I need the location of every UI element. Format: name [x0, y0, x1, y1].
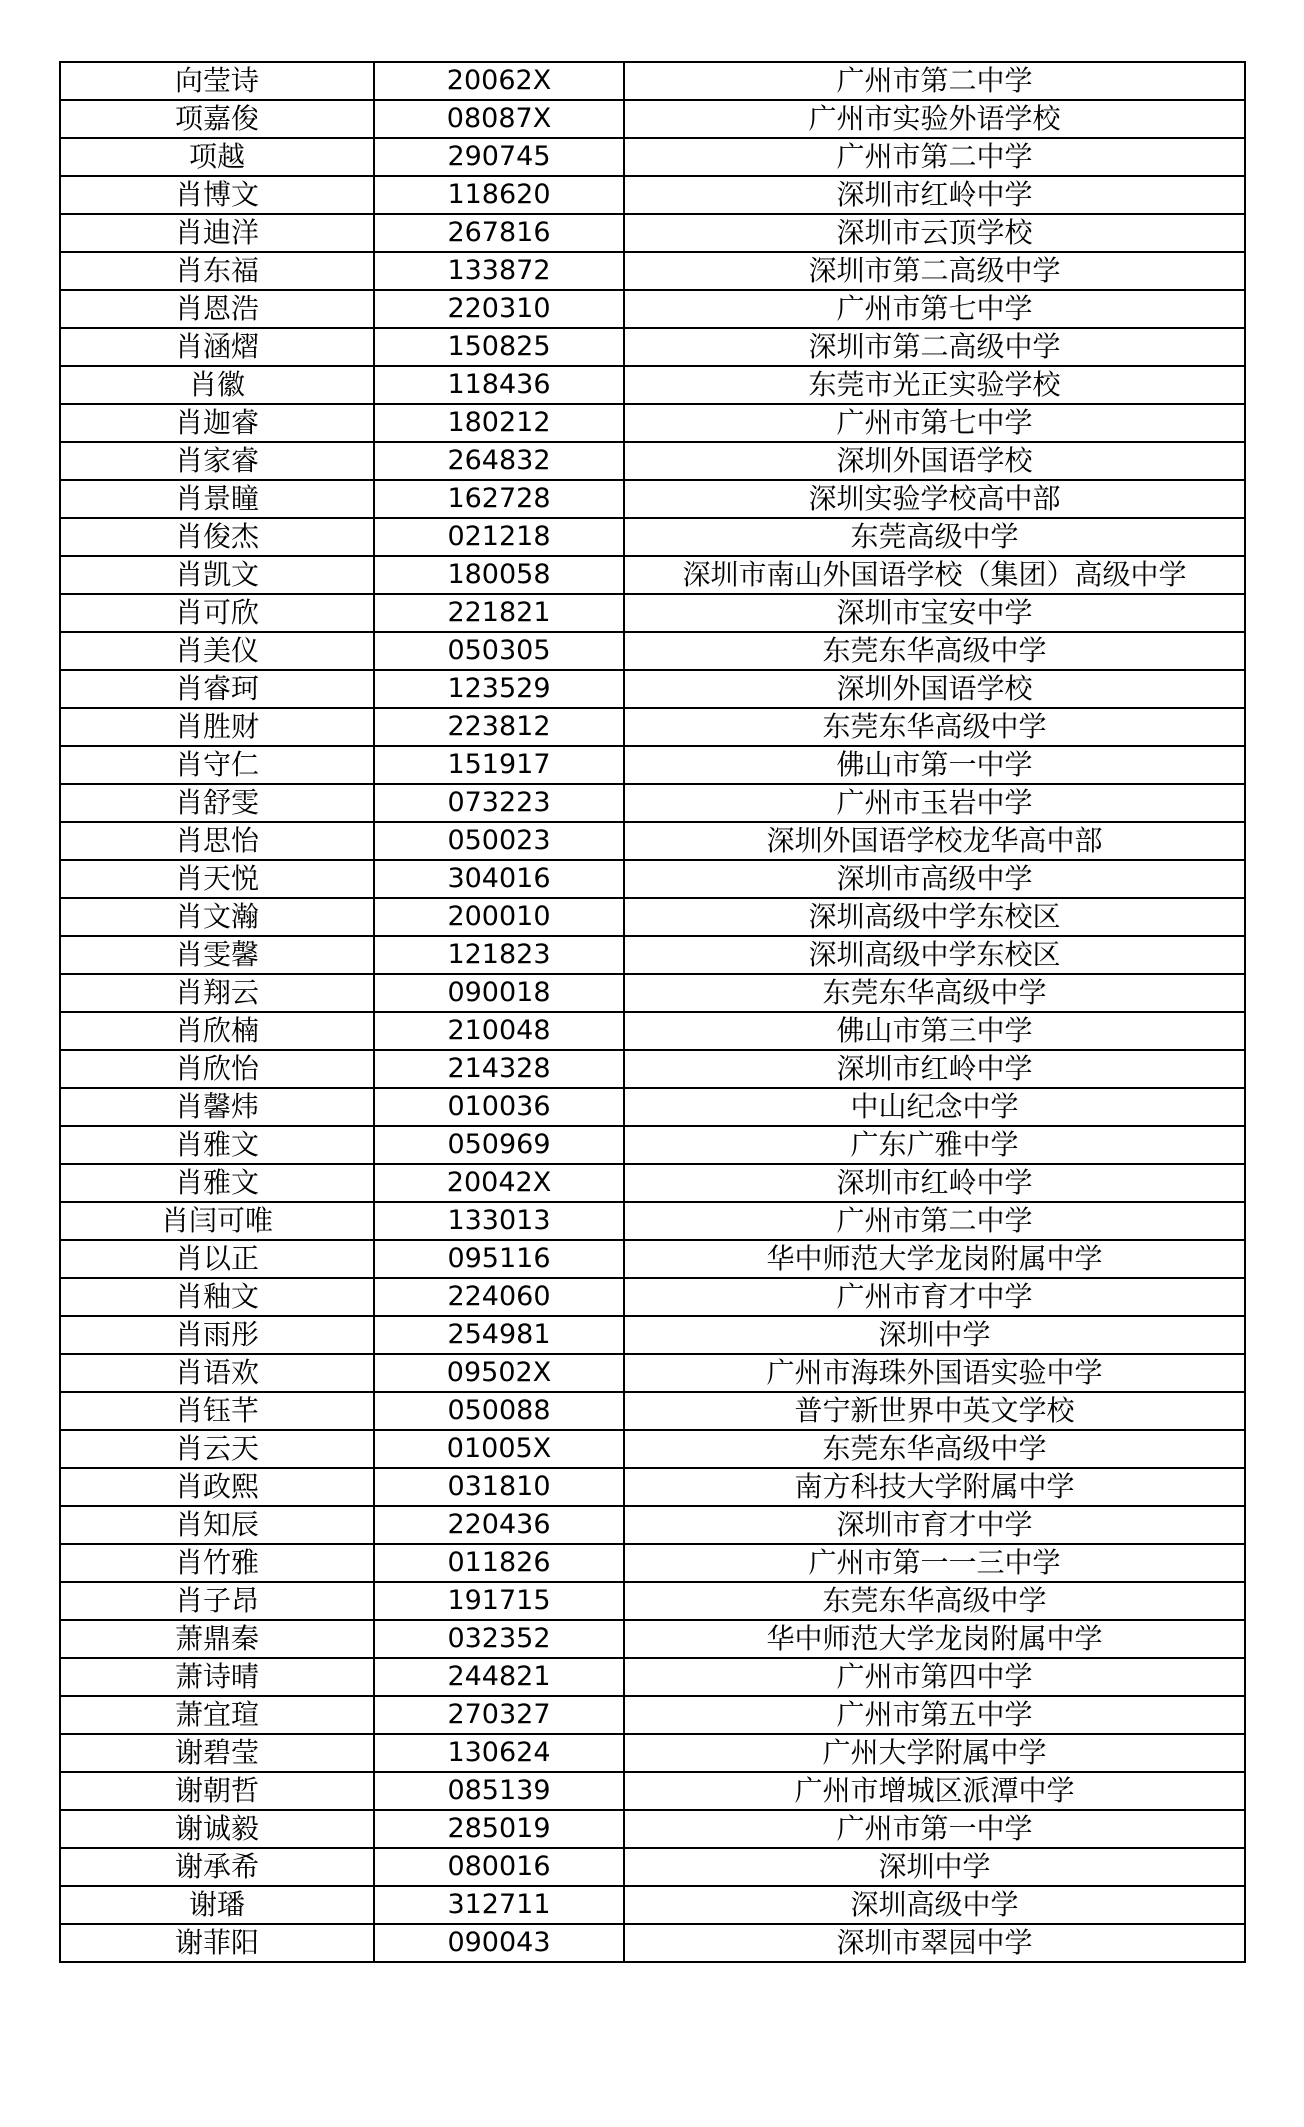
student-name-cell: 项越 — [60, 138, 374, 176]
student-id-cell: 032352 — [374, 1620, 624, 1658]
student-name-cell: 谢朝哲 — [60, 1772, 374, 1810]
student-name-cell: 肖竹雅 — [60, 1544, 374, 1582]
student-name-cell: 肖天悦 — [60, 860, 374, 898]
student-name-cell: 肖雅文 — [60, 1126, 374, 1164]
school-cell: 南方科技大学附属中学 — [624, 1468, 1245, 1506]
table-row — [60, 1582, 1245, 1620]
table-row — [60, 936, 1245, 974]
student-name-cell: 肖以正 — [60, 1240, 374, 1278]
school-cell: 广州市第二中学 — [624, 138, 1245, 176]
table-row — [60, 1354, 1245, 1392]
table-row — [60, 252, 1245, 290]
school-cell: 普宁新世界中英文学校 — [624, 1392, 1245, 1430]
school-cell: 东莞东华高级中学 — [624, 1582, 1245, 1620]
school-cell: 广州市第二中学 — [624, 1202, 1245, 1240]
table-row — [60, 1772, 1245, 1810]
student-id-cell: 285019 — [374, 1810, 624, 1848]
student-name-cell: 肖胜财 — [60, 708, 374, 746]
student-id-cell: 133013 — [374, 1202, 624, 1240]
table-row — [60, 1316, 1245, 1354]
student-name-cell: 肖云天 — [60, 1430, 374, 1468]
school-cell: 东莞高级中学 — [624, 518, 1245, 556]
table-row — [60, 290, 1245, 328]
school-cell: 广州市第一中学 — [624, 1810, 1245, 1848]
table-row — [60, 1126, 1245, 1164]
student-table-body — [60, 62, 1245, 1962]
table-row — [60, 1696, 1245, 1734]
student-id-cell: 031810 — [374, 1468, 624, 1506]
student-id-cell: 191715 — [374, 1582, 624, 1620]
student-name-cell: 肖翔云 — [60, 974, 374, 1012]
student-id-cell: 267816 — [374, 214, 624, 252]
student-id-cell: 180212 — [374, 404, 624, 442]
student-id-cell: 073223 — [374, 784, 624, 822]
student-name-cell: 肖文瀚 — [60, 898, 374, 936]
table-row — [60, 518, 1245, 556]
school-cell: 广州市第四中学 — [624, 1658, 1245, 1696]
student-name-cell: 肖迦睿 — [60, 404, 374, 442]
student-name-cell: 肖欣楠 — [60, 1012, 374, 1050]
student-table — [59, 61, 1246, 1963]
table-row — [60, 1240, 1245, 1278]
table-row — [60, 100, 1245, 138]
table-row — [60, 1430, 1245, 1468]
student-name-cell: 萧宜瑄 — [60, 1696, 374, 1734]
student-id-cell: 133872 — [374, 252, 624, 290]
school-cell: 华中师范大学龙岗附属中学 — [624, 1240, 1245, 1278]
student-id-cell: 20042X — [374, 1164, 624, 1202]
school-cell: 广州市第二中学 — [624, 62, 1245, 100]
school-cell: 深圳市红岭中学 — [624, 176, 1245, 214]
student-id-cell: 290745 — [374, 138, 624, 176]
table-row — [60, 1506, 1245, 1544]
student-id-cell: 121823 — [374, 936, 624, 974]
student-id-cell: 150825 — [374, 328, 624, 366]
student-name-cell: 肖涵熠 — [60, 328, 374, 366]
table-row — [60, 1658, 1245, 1696]
student-id-cell: 244821 — [374, 1658, 624, 1696]
student-id-cell: 095116 — [374, 1240, 624, 1278]
school-cell: 深圳市第二高级中学 — [624, 328, 1245, 366]
student-id-cell: 08087X — [374, 100, 624, 138]
school-cell: 广州市海珠外国语实验中学 — [624, 1354, 1245, 1392]
student-id-cell: 200010 — [374, 898, 624, 936]
school-cell: 佛山市第一中学 — [624, 746, 1245, 784]
school-cell: 中山纪念中学 — [624, 1088, 1245, 1126]
student-id-cell: 021218 — [374, 518, 624, 556]
table-row — [60, 860, 1245, 898]
school-cell: 深圳高级中学东校区 — [624, 936, 1245, 974]
table-row — [60, 404, 1245, 442]
student-id-cell: 220310 — [374, 290, 624, 328]
table-row — [60, 442, 1245, 480]
table-row — [60, 1012, 1245, 1050]
student-id-cell: 050305 — [374, 632, 624, 670]
student-name-cell: 肖语欢 — [60, 1354, 374, 1392]
table-row — [60, 1278, 1245, 1316]
table-row — [60, 708, 1245, 746]
school-cell: 深圳外国语学校 — [624, 670, 1245, 708]
table-row — [60, 974, 1245, 1012]
school-cell: 深圳市云顶学校 — [624, 214, 1245, 252]
student-id-cell: 011826 — [374, 1544, 624, 1582]
student-id-cell: 151917 — [374, 746, 624, 784]
school-cell: 东莞东华高级中学 — [624, 1430, 1245, 1468]
student-name-cell: 向莹诗 — [60, 62, 374, 100]
school-cell: 深圳市翠园中学 — [624, 1924, 1245, 1962]
school-cell: 深圳市红岭中学 — [624, 1050, 1245, 1088]
student-name-cell: 肖舒雯 — [60, 784, 374, 822]
student-name-cell: 谢碧莹 — [60, 1734, 374, 1772]
student-name-cell: 谢承希 — [60, 1848, 374, 1886]
school-cell: 深圳高级中学 — [624, 1886, 1245, 1924]
table-row — [60, 1544, 1245, 1582]
table-row — [60, 746, 1245, 784]
student-name-cell: 肖家睿 — [60, 442, 374, 480]
student-name-cell: 肖徽 — [60, 366, 374, 404]
school-cell: 深圳市育才中学 — [624, 1506, 1245, 1544]
table-row — [60, 1468, 1245, 1506]
student-name-cell: 肖景瞳 — [60, 480, 374, 518]
school-cell: 深圳外国语学校龙华高中部 — [624, 822, 1245, 860]
table-row — [60, 480, 1245, 518]
table-row — [60, 214, 1245, 252]
student-name-cell: 肖思怡 — [60, 822, 374, 860]
student-name-cell: 肖子昂 — [60, 1582, 374, 1620]
student-id-cell: 050023 — [374, 822, 624, 860]
student-id-cell: 224060 — [374, 1278, 624, 1316]
school-cell: 广州市育才中学 — [624, 1278, 1245, 1316]
table-row — [60, 898, 1245, 936]
table-row — [60, 1810, 1245, 1848]
student-id-cell: 130624 — [374, 1734, 624, 1772]
student-name-cell: 谢诚毅 — [60, 1810, 374, 1848]
student-id-cell: 221821 — [374, 594, 624, 632]
student-id-cell: 080016 — [374, 1848, 624, 1886]
student-id-cell: 214328 — [374, 1050, 624, 1088]
student-id-cell: 118620 — [374, 176, 624, 214]
school-cell: 华中师范大学龙岗附属中学 — [624, 1620, 1245, 1658]
student-name-cell: 肖雅文 — [60, 1164, 374, 1202]
table-row — [60, 328, 1245, 366]
student-id-cell: 162728 — [374, 480, 624, 518]
student-name-cell: 肖政熙 — [60, 1468, 374, 1506]
school-cell: 广州大学附属中学 — [624, 1734, 1245, 1772]
school-cell: 广东广雅中学 — [624, 1126, 1245, 1164]
student-id-cell: 050088 — [374, 1392, 624, 1430]
table-row — [60, 1848, 1245, 1886]
student-id-cell: 090043 — [374, 1924, 624, 1962]
table-row — [60, 1392, 1245, 1430]
school-cell: 东莞东华高级中学 — [624, 974, 1245, 1012]
school-cell: 佛山市第三中学 — [624, 1012, 1245, 1050]
student-id-cell: 304016 — [374, 860, 624, 898]
student-id-cell: 085139 — [374, 1772, 624, 1810]
student-name-cell: 肖恩浩 — [60, 290, 374, 328]
student-name-cell: 肖守仁 — [60, 746, 374, 784]
student-id-cell: 050969 — [374, 1126, 624, 1164]
table-row — [60, 1886, 1245, 1924]
student-name-cell: 肖凯文 — [60, 556, 374, 594]
student-id-cell: 180058 — [374, 556, 624, 594]
table-row — [60, 556, 1245, 594]
table-row — [60, 176, 1245, 214]
student-id-cell: 01005X — [374, 1430, 624, 1468]
student-name-cell: 谢璠 — [60, 1886, 374, 1924]
school-cell: 广州市增城区派潭中学 — [624, 1772, 1245, 1810]
student-name-cell: 肖迪洋 — [60, 214, 374, 252]
student-id-cell: 20062X — [374, 62, 624, 100]
table-row — [60, 1164, 1245, 1202]
school-cell: 广州市第七中学 — [624, 290, 1245, 328]
student-name-cell: 肖欣怡 — [60, 1050, 374, 1088]
student-name-cell: 萧鼎秦 — [60, 1620, 374, 1658]
student-id-cell: 010036 — [374, 1088, 624, 1126]
student-name-cell: 肖闫可唯 — [60, 1202, 374, 1240]
student-name-cell: 肖馨炜 — [60, 1088, 374, 1126]
student-name-cell: 项嘉俊 — [60, 100, 374, 138]
student-name-cell: 肖睿珂 — [60, 670, 374, 708]
student-id-cell: 254981 — [374, 1316, 624, 1354]
student-id-cell: 210048 — [374, 1012, 624, 1050]
table-row — [60, 366, 1245, 404]
table-row — [60, 1050, 1245, 1088]
school-cell: 深圳市宝安中学 — [624, 594, 1245, 632]
school-cell: 深圳中学 — [624, 1316, 1245, 1354]
table-row — [60, 62, 1245, 100]
school-cell: 广州市玉岩中学 — [624, 784, 1245, 822]
table-row — [60, 632, 1245, 670]
student-id-cell: 220436 — [374, 1506, 624, 1544]
student-name-cell: 肖美仪 — [60, 632, 374, 670]
student-id-cell: 118436 — [374, 366, 624, 404]
student-name-cell: 肖钰芊 — [60, 1392, 374, 1430]
table-row — [60, 1620, 1245, 1658]
school-cell: 广州市实验外语学校 — [624, 100, 1245, 138]
table-row — [60, 1734, 1245, 1772]
school-cell: 深圳中学 — [624, 1848, 1245, 1886]
student-name-cell: 谢菲阳 — [60, 1924, 374, 1962]
table-row — [60, 670, 1245, 708]
school-cell: 东莞东华高级中学 — [624, 632, 1245, 670]
student-id-cell: 09502X — [374, 1354, 624, 1392]
school-cell: 东莞东华高级中学 — [624, 708, 1245, 746]
table-row — [60, 822, 1245, 860]
student-id-cell: 090018 — [374, 974, 624, 1012]
student-name-cell: 肖知辰 — [60, 1506, 374, 1544]
student-id-cell: 223812 — [374, 708, 624, 746]
school-cell: 深圳市红岭中学 — [624, 1164, 1245, 1202]
table-row — [60, 594, 1245, 632]
table-row — [60, 138, 1245, 176]
table-row — [60, 784, 1245, 822]
school-cell: 深圳市高级中学 — [624, 860, 1245, 898]
student-id-cell: 123529 — [374, 670, 624, 708]
student-name-cell: 肖东福 — [60, 252, 374, 290]
table-row — [60, 1088, 1245, 1126]
school-cell: 深圳高级中学东校区 — [624, 898, 1245, 936]
school-cell: 东莞市光正实验学校 — [624, 366, 1245, 404]
student-name-cell: 肖雯馨 — [60, 936, 374, 974]
school-cell: 深圳外国语学校 — [624, 442, 1245, 480]
student-name-cell: 肖博文 — [60, 176, 374, 214]
student-name-cell: 肖俊杰 — [60, 518, 374, 556]
table-row — [60, 1924, 1245, 1962]
table-row — [60, 1202, 1245, 1240]
school-cell: 广州市第五中学 — [624, 1696, 1245, 1734]
student-id-cell: 312711 — [374, 1886, 624, 1924]
student-name-cell: 肖釉文 — [60, 1278, 374, 1316]
student-name-cell: 萧诗晴 — [60, 1658, 374, 1696]
school-cell: 深圳市南山外国语学校（集团）高级中学 — [624, 556, 1245, 594]
school-cell: 广州市第七中学 — [624, 404, 1245, 442]
student-id-cell: 270327 — [374, 1696, 624, 1734]
student-name-cell: 肖可欣 — [60, 594, 374, 632]
student-name-cell: 肖雨彤 — [60, 1316, 374, 1354]
school-cell: 广州市第一一三中学 — [624, 1544, 1245, 1582]
school-cell: 深圳市第二高级中学 — [624, 252, 1245, 290]
student-id-cell: 264832 — [374, 442, 624, 480]
school-cell: 深圳实验学校高中部 — [624, 480, 1245, 518]
